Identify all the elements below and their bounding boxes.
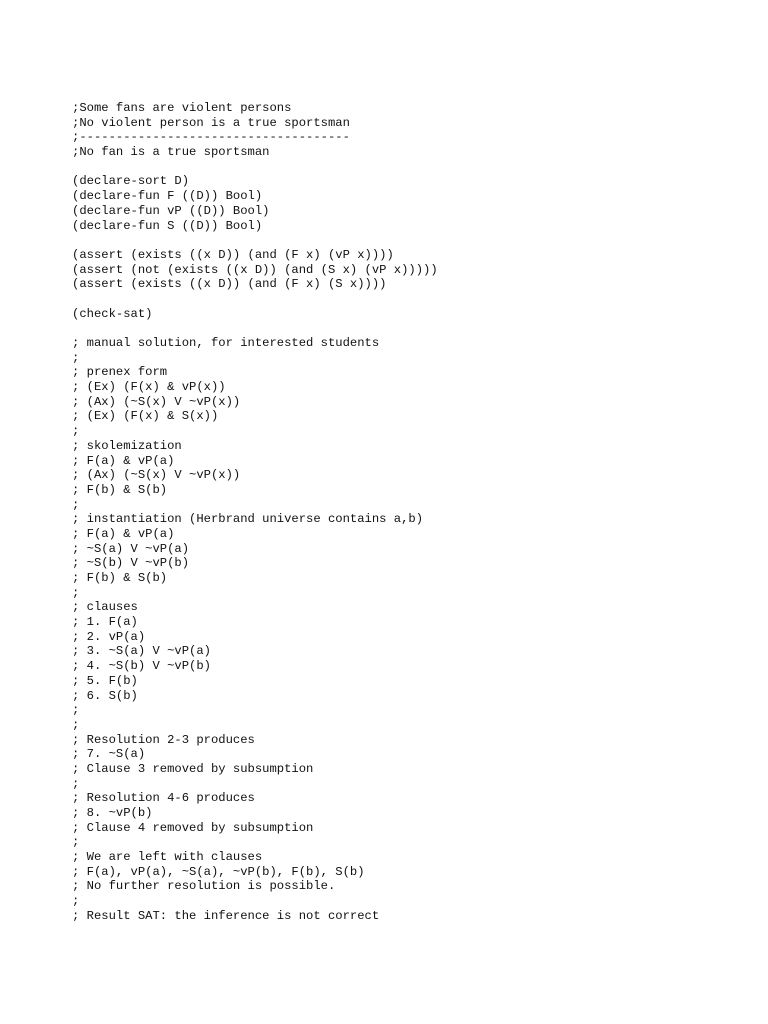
- code-line: ; skolemization: [72, 438, 182, 453]
- code-line: ;: [72, 424, 80, 439]
- code-line: ;-------------------------------------: [72, 130, 350, 145]
- code-line: ; F(a), vP(a), ~S(a), ~vP(b), F(b), S(b): [72, 864, 365, 879]
- code-line: ;: [72, 585, 80, 600]
- code-line: ; (Ex) (F(x) & vP(x)): [72, 380, 226, 395]
- code-line: ;: [72, 350, 80, 365]
- code-document: [72, 101, 752, 924]
- code-line: ; 8. ~vP(b): [72, 806, 153, 820]
- code-line: ; 7. ~S(a): [72, 747, 146, 762]
- code-line: (assert (exists ((x D)) (and (F x) (vP x)))): [72, 247, 394, 262]
- code-line: ; Clause 3 removed by subsumption: [72, 761, 314, 776]
- code-line: ;No fan is a true sportsman: [72, 145, 270, 160]
- code-line: ; 6. S(b): [72, 688, 138, 703]
- code-line: ; 3. ~S(a) V ~vP(a): [72, 644, 211, 659]
- code-line: (declare-fun S ((D)) Bool): [72, 218, 263, 233]
- code-line: ; F(b) & S(b): [72, 482, 168, 497]
- code-line: ;: [72, 717, 80, 732]
- code-line: (declare-fun F ((D)) Bool): [72, 189, 263, 204]
- code-line: (assert (exists ((x D)) (and (F x) (S x)))): [72, 277, 387, 292]
- code-line: ; Clause 4 removed by subsumption: [72, 820, 314, 835]
- code-line: ; ~S(a) V ~vP(a): [72, 541, 190, 556]
- code-line: ; (Ex) (F(x) & S(x)): [72, 409, 219, 424]
- code-line: ;Some fans are violent persons: [72, 101, 292, 115]
- code-line: ; Resolution 4-6 produces: [72, 791, 255, 806]
- blank-line: [72, 321, 752, 336]
- code-line: ; Result SAT: the inference is not correct: [72, 908, 380, 923]
- code-line: ; F(a) & vP(a): [72, 453, 175, 468]
- code-line: ; 4. ~S(b) V ~vP(b): [72, 659, 211, 674]
- blank-line: [72, 292, 752, 307]
- code-line: (declare-fun vP ((D)) Bool): [72, 203, 270, 218]
- code-line: (declare-sort D): [72, 174, 190, 189]
- code-line: ;: [72, 776, 80, 791]
- code-line: ; (Ax) (~S(x) V ~vP(x)): [72, 468, 241, 483]
- code-line: ; Resolution 2-3 produces: [72, 732, 255, 747]
- code-line: ; We are left with clauses: [72, 850, 263, 865]
- code-line: ;: [72, 835, 80, 850]
- code-line: ; manual solution, for interested students: [72, 336, 380, 350]
- code-line: ; clauses: [72, 600, 138, 615]
- code-line: ;No violent person is a true sportsman: [72, 115, 350, 130]
- code-line: ; F(b) & S(b): [72, 571, 168, 585]
- code-line: ;: [72, 497, 80, 512]
- blank-line: [72, 160, 752, 175]
- code-line: (check-sat): [72, 306, 153, 321]
- code-line: ;: [72, 894, 80, 909]
- code-line: ; F(a) & vP(a): [72, 526, 175, 541]
- blank-line: [72, 233, 752, 248]
- code-line: ; No further resolution is possible.: [72, 879, 336, 894]
- code-line: ; 2. vP(a): [72, 629, 146, 644]
- code-line: ;: [72, 703, 80, 718]
- code-line: ; 5. F(b): [72, 673, 138, 688]
- code-line: ; (Ax) (~S(x) V ~vP(x)): [72, 394, 241, 409]
- code-line: ; ~S(b) V ~vP(b): [72, 556, 190, 571]
- code-line: ; prenex form: [72, 365, 168, 380]
- code-line: ; 1. F(a): [72, 615, 138, 630]
- code-line: ; instantiation (Herbrand universe contains a,b): [72, 512, 424, 527]
- code-line: (assert (not (exists ((x D)) (and (S x) (vP x))))): [72, 262, 438, 277]
